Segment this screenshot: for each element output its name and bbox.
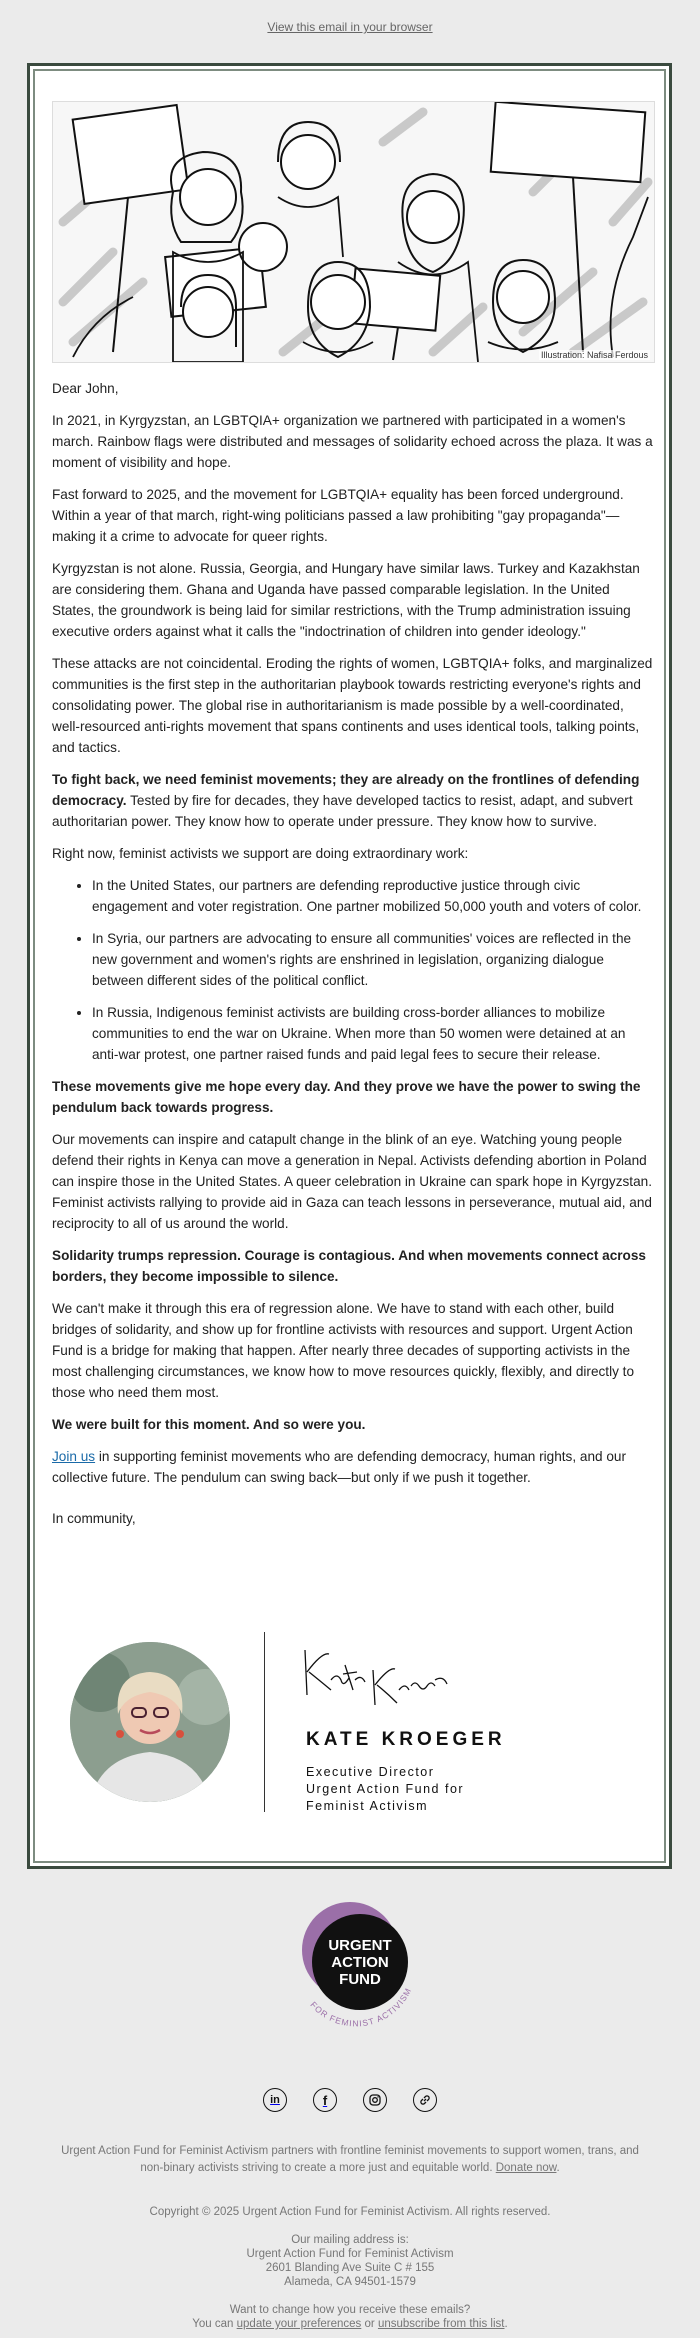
paragraph-bridge: We can't make it through this era of regression alone. We have to stand with each other, build bridges of solidarity, and show up for frontline activists with resources and support. Urgent Action Fund is a bridge for making that happen. After nearly three decades of supporting activists in the most challenging circumstances, we know how to move resources quickly, flexibly, and directly to those who need them most. bbox=[52, 1301, 635, 1400]
instagram-glyph bbox=[369, 2094, 381, 2106]
view-in-browser-link[interactable]: View this email in your browser bbox=[267, 20, 433, 34]
signer-name: KATE KROEGER bbox=[306, 1729, 506, 1750]
update-preferences-link[interactable]: update your preferences bbox=[236, 2318, 362, 2330]
letter-body bbox=[52, 378, 655, 1540]
hero-illustration bbox=[52, 101, 655, 363]
logo-line-action: ACTION bbox=[331, 1954, 389, 1971]
change-preferences-question: Want to change how you receive these emails? bbox=[229, 2304, 471, 2316]
instagram-icon[interactable] bbox=[363, 2088, 387, 2112]
list-item-united-states: • In the United States, our partners are defending reproductive justice through civic engagement and voter registration. One partner mobilized 50,000 youth and voters of color. bbox=[92, 875, 655, 917]
footer-description bbox=[60, 2143, 640, 2177]
footer-description-text: Urgent Action Fund for Feminist Activism partners with frontline feminist movements to support women, trans, and non-binary activists striving to create a more just and equitable world. bbox=[61, 2145, 639, 2174]
paragraph-hope bbox=[52, 1076, 655, 1118]
footer-legal bbox=[60, 2205, 640, 2331]
donate-suffix: . bbox=[556, 2162, 560, 2174]
period-text: . bbox=[504, 2318, 508, 2330]
donate-now-link[interactable]: Donate now bbox=[495, 2162, 557, 2174]
copyright-text: Copyright © 2025 Urgent Action Fund for Feminist Activism. All rights reserved. bbox=[149, 2206, 551, 2218]
built-for-this-bold: We were built for this moment. And so were you. bbox=[52, 1417, 366, 1432]
paragraph-solidarity bbox=[52, 1245, 655, 1287]
urgent-action-fund-logo[interactable] bbox=[280, 1895, 430, 2035]
fight-back-rest: Tested by fire for decades, they have developed tactics to resist, adapt, and subvert authoritarian power. They know how to operate under pressure. They know how to survive. bbox=[52, 793, 633, 829]
linkedin-glyph: in bbox=[270, 2094, 280, 2106]
portrait-image bbox=[70, 1642, 230, 1802]
mailing-address-label: Our mailing address is: bbox=[291, 2234, 409, 2246]
website-link-icon[interactable] bbox=[413, 2088, 437, 2112]
logo-line-urgent: URGENT bbox=[328, 1937, 392, 1954]
signer-title bbox=[306, 1764, 464, 1815]
illustration-credit: Illustration: Nafisa Ferdous bbox=[540, 350, 648, 360]
paragraph-fight-back bbox=[52, 769, 655, 832]
avatar bbox=[70, 1642, 230, 1802]
paragraph-fast-forward: Fast forward to 2025, and the movement for LGBTQIA+ equality has been forced underground. Within a year of that march, right-wing politicians passed a law prohibiting "gay propaganda"—making it a crime to advocate for queer rights. bbox=[52, 487, 624, 544]
list-item-syria: • In Syria, our partners are advocating to ensure all communities' voices are reflected in the new government and women's rights are enshrined in legislation, organizing dialogue between different sides of the political conflict. bbox=[92, 928, 655, 991]
preferences-line bbox=[60, 2317, 640, 2331]
or-text: or bbox=[361, 2318, 378, 2330]
preheader bbox=[0, 0, 700, 52]
signer-title-line: Urgent Action Fund for bbox=[306, 1782, 465, 1796]
signer-title-line: Executive Director bbox=[306, 1765, 435, 1779]
logo-mark bbox=[280, 1895, 430, 2035]
logo-tagline-path: FOR FEMINIST ACTIVISM bbox=[308, 1985, 414, 2029]
greeting: Dear John, bbox=[52, 381, 119, 396]
email-card bbox=[27, 63, 672, 1869]
handwritten-signature bbox=[295, 1640, 455, 1710]
join-us-link[interactable]: Join us bbox=[52, 1449, 96, 1464]
paragraph-not-alone: Kyrgyzstan is not alone. Russia, Georgia, and Hungary have similar laws. Turkey and Kazakhstan are considering them. Ghana and Uganda have passed comparable legislation. In the United States, the groundwork is being laid for similar restrictions, with the Trump administration issuing executive orders against what it calls the "indoctrination of children into gender ideology." bbox=[52, 561, 640, 639]
hope-bold: These movements give me hope every day. And they prove we have the power to swing the pendulum back towards progress. bbox=[52, 1079, 641, 1115]
facebook-icon[interactable] bbox=[313, 2088, 337, 2112]
solidarity-bold: Solidarity trumps repression. Courage is contagious. And when movements connect across borders, they become impossible to silence. bbox=[52, 1248, 646, 1284]
list-item-russia: • In Russia, Indigenous feminist activists are building cross-border alliances to mobilize communities to end the war on Ukraine. When more than 50 women were detained at an anti-war protest, one partner raised funds and paid legal fees to secure their release. bbox=[92, 1002, 655, 1065]
activist-work-list bbox=[52, 875, 655, 1065]
mailing-address-line: Alameda, CA 94501-1579 bbox=[284, 2276, 416, 2288]
paragraph-not-coincidental: These attacks are not coincidental. Eroding the rights of women, LGBTQIA+ folks, and marginalized communities is the first step in the authoritarian playbook towards restricting everyone's rights and consolidating power. The global rise in authoritarianism is made possible by a well-coordinated, well-resourced anti-rights movement that spans continents and uses identical tools, talking points, and tactics. bbox=[52, 656, 653, 755]
link-glyph bbox=[419, 2094, 431, 2106]
social-links bbox=[0, 2088, 700, 2114]
paragraph-join-us bbox=[52, 1446, 655, 1488]
join-us-rest: in supporting feminist movements who are defending democracy, human rights, and our collective future. The pendulum can swing back—but only if we push it together. bbox=[52, 1449, 627, 1485]
signature-block bbox=[70, 1632, 630, 1812]
unsubscribe-link[interactable]: unsubscribe from this list bbox=[377, 2318, 505, 2330]
linkedin-icon[interactable] bbox=[263, 2088, 287, 2112]
logo-line-fund: FUND bbox=[339, 1971, 381, 1988]
signature-divider bbox=[264, 1632, 265, 1812]
closing: In community, bbox=[52, 1511, 136, 1526]
paragraph-inspire-change: Our movements can inspire and catapult change in the blink of an eye. Watching young people defend their rights in Kenya can move a generation in Nepal. Activists defending abortion in Poland can inspire those in the United States. A queer celebration in Ukraine can spark hope in Kyrgyzstan. Feminist activists rallying to provide aid in Gaza can teach lessons in perseverance, mutual aid, and reciprocity to all of us around the world. bbox=[52, 1132, 652, 1231]
paragraph-right-now: Right now, feminist activists we support are doing extraordinary work: bbox=[52, 846, 469, 861]
fight-back-bold: To fight back, we need feminist movements; they are already on the frontlines of defending democracy. bbox=[52, 772, 640, 808]
paragraph-built-for-this bbox=[52, 1414, 655, 1435]
mailing-address-line: 2601 Blanding Ave Suite C # 155 bbox=[265, 2262, 435, 2274]
you-can-text: You can bbox=[192, 2318, 237, 2330]
signer-title-line: Feminist Activism bbox=[306, 1799, 429, 1813]
facebook-glyph: f bbox=[322, 2092, 328, 2108]
mailing-address-line: Urgent Action Fund for Feminist Activism bbox=[246, 2248, 454, 2260]
protest-illustration bbox=[53, 102, 654, 362]
paragraph-kyrgyzstan-march: In 2021, in Kyrgyzstan, an LGBTQIA+ organization we partnered with participated in a women's march. Rainbow flags were distributed and messages of solidarity echoed across the plaza. It was a moment of visibility and hope. bbox=[52, 413, 653, 470]
